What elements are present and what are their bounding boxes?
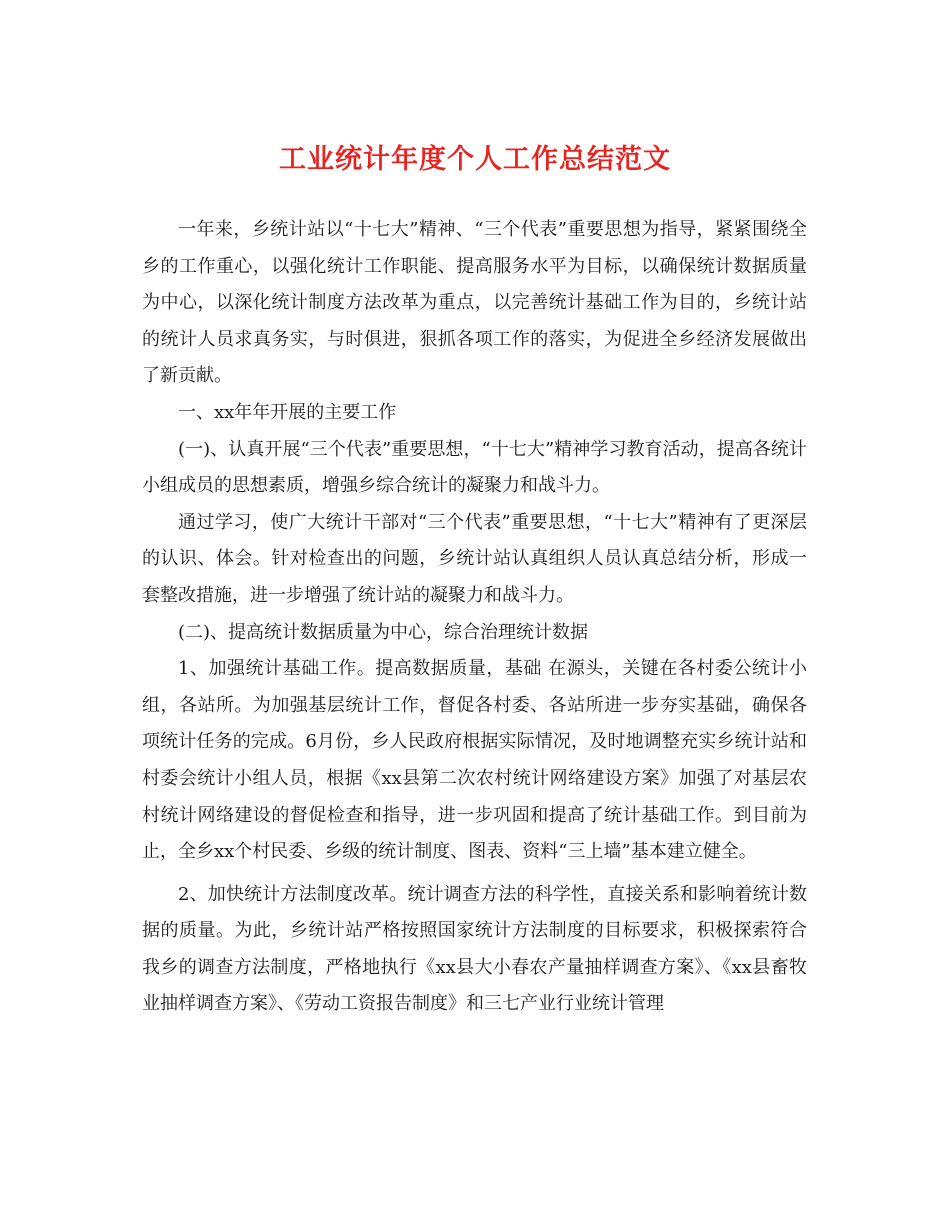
paragraph-basic-work: 1、加强统计基础工作。提高数据质量，基础 在源头，关键在各村委公统计小组，各站所。为加强基层统计工作，督促各村委、各站所进一步夯实基础，确保各项统计任务的完成。6月份，乡人民政府根据实际情况，及时地调整充实乡统计站和村委会统计小组人员，根据《xx县第二次农村统计网络建设方案》加强了对基层农村统计网络建设的督促检查和指导，进一步巩固和提高了统计基础工作。到目前为止，全乡xx个村民委、乡级的统计制度、图表、资料“三上墙”基本建立健全。 — [142, 658, 807, 863]
heading-main-work: 一、xx年年开展的主要工作 — [178, 401, 397, 423]
subheading-data-quality: (二)、提高统计数据质量为中心，综合治理统计数据 — [178, 621, 589, 643]
document-title: 工业统计年度个人工作总结范文 — [279, 144, 671, 175]
paragraph-method-reform: 2、加快统计方法制度改革。统计调查方法的科学性，直接关系和影响着统计数据的质量。为此，乡统计站严格按照国家统计方法制度的目标要求，积极探索符合我乡的调查方法制度，严格地执行《xx县大小春农产量抽样调查方案》、《xx县畜牧业抽样调查方案》、《劳动工资报告制度》和三七产业行业统计管理 — [142, 883, 807, 1015]
document-body — [142, 212, 807, 1023]
paragraph-intro: 一年来，乡统计站以“十七大”精神、“三个代表”重要思想为指导，紧紧围绕全乡的工作重心，以强化统计工作职能、提高服务水平为目标，以确保统计数据质量为中心，以深化统计制度方法改革为重点，以完善统计基础工作为目的，乡统计站的统计人员求真务实，与时俱进，狠抓各项工作的落实，为促进全乡经济发展做出了新贡献。 — [142, 219, 807, 387]
paragraph-study-result: 通过学习，使广大统计干部对“三个代表”重要思想，“十七大”精神有了更深层的认识、体会。针对检查出的问题，乡统计站认真组织人员认真总结分析，形成一套整改措施，进一步增强了统计站的凝聚力和战斗力。 — [142, 511, 807, 606]
subheading-study-activity: (一)、认真开展“三个代表”重要思想，“十七大”精神学习教育活动，提高各统计小组成员的思想素质，增强乡综合统计的凝聚力和战斗力。 — [142, 438, 807, 497]
